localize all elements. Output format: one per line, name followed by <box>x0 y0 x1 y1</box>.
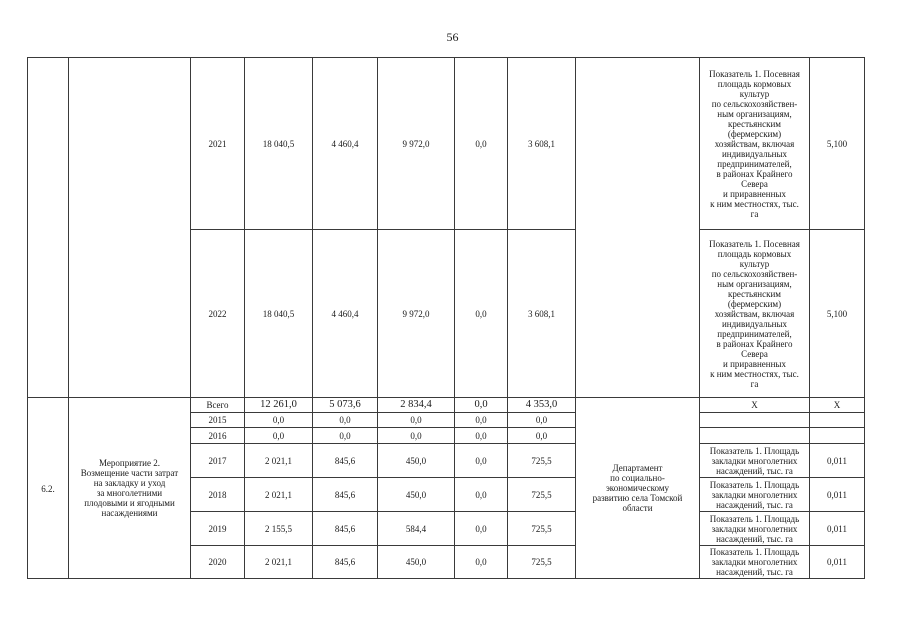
total-cell: 0,0 <box>245 428 313 444</box>
year-cell: 2021 <box>191 58 245 230</box>
regional-cell: 450,0 <box>378 478 455 512</box>
table-row <box>28 58 865 230</box>
federal-cell: 4 460,4 <box>313 58 378 230</box>
federal-cell: 5 073,6 <box>313 398 378 413</box>
indicator-value-cell: 5,100 <box>810 230 865 398</box>
regional-cell: 0,0 <box>378 428 455 444</box>
indicator-cell: Показатель 1. Площадь закладки многолетних насаждений, тыс. га <box>700 512 810 546</box>
other-cell: 0,0 <box>508 413 576 428</box>
local-cell: 0,0 <box>455 478 508 512</box>
indicator-value-cell <box>810 413 865 428</box>
regional-cell: 584,4 <box>378 512 455 546</box>
other-cell: 725,5 <box>508 546 576 579</box>
indicator-cell: Показатель 1. Площадь закладки многолетних насаждений, тыс. га <box>700 444 810 478</box>
other-cell: 4 353,0 <box>508 398 576 413</box>
local-cell: 0,0 <box>455 230 508 398</box>
other-cell: 725,5 <box>508 478 576 512</box>
total-cell: 2 021,1 <box>245 478 313 512</box>
indicator-value-cell <box>810 428 865 444</box>
federal-cell: 0,0 <box>313 413 378 428</box>
local-cell: 0,0 <box>455 413 508 428</box>
executor-cell: Департамент по социально- экономическому развитию села Томской области <box>576 398 700 579</box>
other-cell: 3 608,1 <box>508 58 576 230</box>
indicator-value-cell: 0,011 <box>810 444 865 478</box>
number-cell-empty <box>28 58 69 398</box>
year-cell: 2020 <box>191 546 245 579</box>
indicator-value-cell: 0,011 <box>810 546 865 579</box>
local-cell: 0,0 <box>455 428 508 444</box>
local-cell: 0,0 <box>455 58 508 230</box>
year-cell: 2016 <box>191 428 245 444</box>
indicator-cell <box>700 428 810 444</box>
year-cell: 2018 <box>191 478 245 512</box>
event-title: Мероприятие 2. Возмещение части затрат на закладку и уход за многолетними плодовыми и ягодными насаждениями <box>69 398 191 579</box>
event-number: 6.2. <box>28 398 69 579</box>
local-cell: 0,0 <box>455 398 508 413</box>
executor-cell-empty <box>576 58 700 398</box>
indicator-cell: Показатель 1. Площадь закладки многолетних насаждений, тыс. га <box>700 478 810 512</box>
regional-cell: 2 834,4 <box>378 398 455 413</box>
federal-cell: 4 460,4 <box>313 230 378 398</box>
year-cell: 2015 <box>191 413 245 428</box>
local-cell: 0,0 <box>455 444 508 478</box>
federal-cell: 0,0 <box>313 428 378 444</box>
total-cell: 0,0 <box>245 413 313 428</box>
regional-cell: 9 972,0 <box>378 58 455 230</box>
federal-cell: 845,6 <box>313 512 378 546</box>
total-cell: 12 261,0 <box>245 398 313 413</box>
local-cell: 0,0 <box>455 512 508 546</box>
indicator-cell: Показатель 1. Площадь закладки многолетних насаждений, тыс. га <box>700 546 810 579</box>
other-cell: 3 608,1 <box>508 230 576 398</box>
total-cell: 2 155,5 <box>245 512 313 546</box>
year-cell: 2022 <box>191 230 245 398</box>
year-cell: 2017 <box>191 444 245 478</box>
federal-cell: 845,6 <box>313 546 378 579</box>
indicator-value-cell: 0,011 <box>810 478 865 512</box>
indicator-cell <box>700 413 810 428</box>
indicator-value-cell: 5,100 <box>810 58 865 230</box>
page-number: 56 <box>446 30 459 44</box>
year-cell: 2019 <box>191 512 245 546</box>
year-cell: Всего <box>191 398 245 413</box>
total-cell: 2 021,1 <box>245 444 313 478</box>
regional-cell: 9 972,0 <box>378 230 455 398</box>
federal-cell: 845,6 <box>313 444 378 478</box>
table-row <box>28 398 865 413</box>
indicator-cell: X <box>700 398 810 413</box>
total-cell: 18 040,5 <box>245 58 313 230</box>
federal-cell: 845,6 <box>313 478 378 512</box>
other-cell: 725,5 <box>508 444 576 478</box>
local-cell: 0,0 <box>455 546 508 579</box>
other-cell: 725,5 <box>508 512 576 546</box>
indicator-value-cell: 0,011 <box>810 512 865 546</box>
program-table <box>27 57 865 579</box>
other-cell: 0,0 <box>508 428 576 444</box>
regional-cell: 0,0 <box>378 413 455 428</box>
total-cell: 2 021,1 <box>245 546 313 579</box>
indicator-cell: Показатель 1. Посевная площадь кормовых культур по сельскохозяйствен- ным организациям, крестьянским (фермерским) хозяйствам, включая индивидуальных предпринимателей, в районах Крайнего Севера и приравненных к ним местностях, тыс. га <box>700 230 810 398</box>
event-cell-empty <box>69 58 191 398</box>
total-cell: 18 040,5 <box>245 230 313 398</box>
regional-cell: 450,0 <box>378 546 455 579</box>
indicator-cell: Показатель 1. Посевная площадь кормовых культур по сельскохозяйствен- ным организациям, крестьянским (фермерским) хозяйствам, включая индивидуальных предпринимателей, в районах Крайнего Севера и приравненных к ним местностях, тыс. га <box>700 58 810 230</box>
indicator-value-cell: X <box>810 398 865 413</box>
regional-cell: 450,0 <box>378 444 455 478</box>
